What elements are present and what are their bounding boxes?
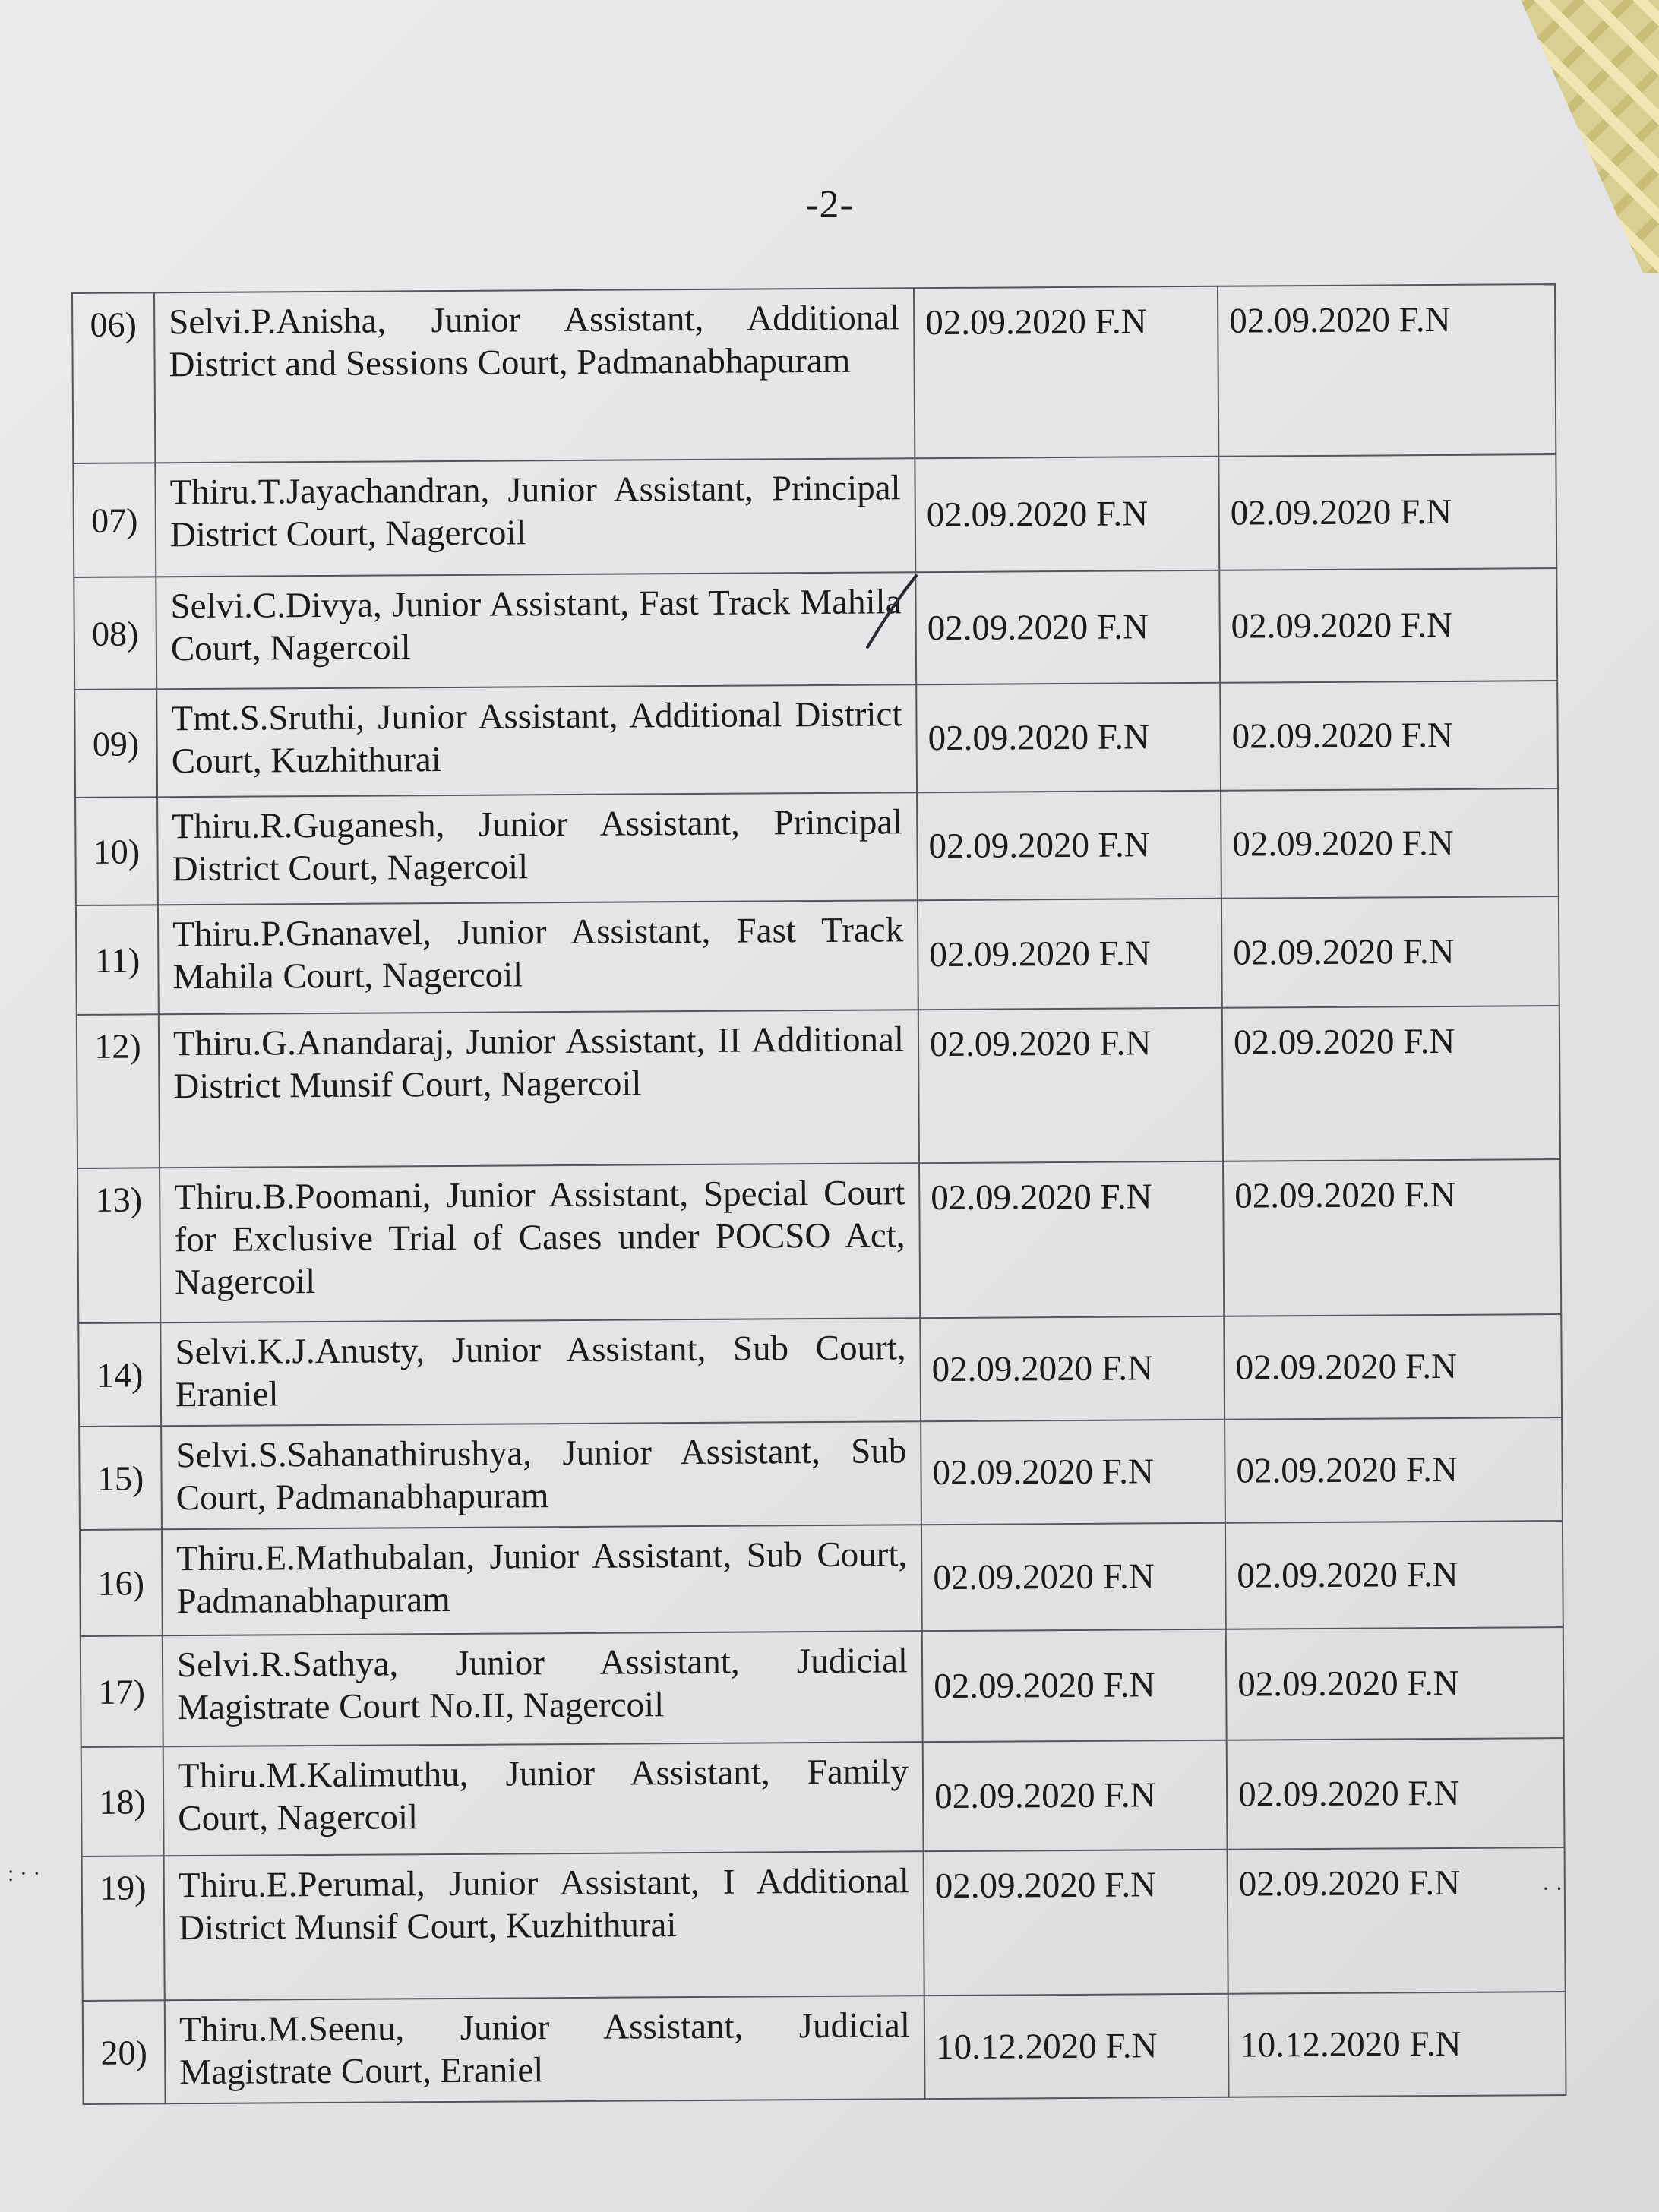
date-column-2: 02.09.2020 F.N: [1224, 1314, 1562, 1420]
date-column-1: 02.09.2020 F.N: [920, 1316, 1224, 1421]
employee-details: Thiru.E.Perumal, Junior Assistant, I Additional District Munsif Court, Kuzhithurai: [164, 1851, 924, 2000]
table-row: [82, 1847, 1566, 2001]
date-column-2: 02.09.2020 F.N: [1222, 1006, 1560, 1161]
table-row: [74, 681, 1558, 798]
date-column-1: 02.09.2020 F.N: [921, 1523, 1226, 1631]
date-column-2: 02.09.2020 F.N: [1219, 568, 1557, 683]
employee-details: Selvi.P.Anisha, Junior Assistant, Additional District and Sessions Court, Padmanabhapuram: [154, 288, 915, 463]
table-row: [81, 1627, 1564, 1747]
table-row: [73, 454, 1556, 577]
table-row: [77, 1006, 1560, 1168]
employee-details: Thiru.M.Kalimuthu, Junior Assistant, Family Court, Nagercoil: [163, 1742, 924, 1856]
employee-details: Thiru.R.Guganesh, Junior Assistant, Principal District Court, Nagercoil: [157, 792, 918, 905]
employee-details: Selvi.K.J.Anusty, Junior Assistant, Sub Court, Eraniel: [160, 1318, 921, 1426]
pen-tick-mark: [861, 571, 922, 655]
date-column-1: 02.09.2020 F.N: [914, 286, 1218, 458]
employee-details: Thiru.E.Mathubalan, Junior Assistant, Sub Court, Padmanabhapuram: [162, 1525, 922, 1635]
date-column-1: 02.09.2020 F.N: [918, 899, 1222, 1010]
date-column-2: 02.09.2020 F.N: [1224, 1417, 1563, 1523]
date-column-1: 02.09.2020 F.N: [918, 1008, 1223, 1163]
serial-number: 17): [81, 1635, 163, 1747]
serial-number: 06): [72, 292, 155, 463]
table-row: [77, 1159, 1561, 1323]
employee-details: Selvi.S.Sahanathirushya, Junior Assistant, Sub Court, Padmanabhapuram: [161, 1421, 921, 1529]
table-row: [78, 1314, 1562, 1427]
date-column-2: 02.09.2020 F.N: [1221, 896, 1559, 1008]
serial-number: 10): [75, 797, 158, 905]
table-row: [81, 1738, 1565, 1856]
date-column-2: 02.09.2020 F.N: [1221, 788, 1559, 899]
table-row: [75, 788, 1559, 905]
table-row: [83, 1992, 1566, 2104]
serial-number: 16): [80, 1529, 163, 1636]
date-column-1: 02.09.2020 F.N: [921, 1420, 1225, 1525]
employee-details: Selvi.R.Sathya, Junior Assistant, Judicial Magistrate Court No.II, Nagercoil: [163, 1631, 923, 1746]
date-column-1: 02.09.2020 F.N: [915, 457, 1219, 572]
serial-number: 13): [77, 1168, 160, 1323]
date-column-1: 10.12.2020 F.N: [924, 1994, 1229, 2099]
employee-details: Selvi.C.Divya, Junior Assistant, Fast Track Mahila Court, Nagercoil: [156, 572, 916, 689]
date-column-2: 02.09.2020 F.N: [1218, 454, 1556, 570]
date-column-1: 02.09.2020 F.N: [922, 1629, 1227, 1742]
employee-details: Thiru.G.Anandaraj, Junior Assistant, II Additional District Munsif Court, Nagercoil: [159, 1010, 919, 1168]
table-row: [80, 1521, 1563, 1636]
table-row: [79, 1417, 1563, 1530]
date-column-1: 02.09.2020 F.N: [923, 1740, 1228, 1851]
employee-details: Thiru.M.Seenu, Junior Assistant, Judicial Magistrate Court, Eraniel: [165, 1996, 925, 2103]
serial-number: 12): [77, 1014, 160, 1168]
scan-speck: · ·: [1542, 1876, 1563, 1901]
date-column-1: 02.09.2020 F.N: [917, 791, 1221, 900]
date-column-2: 02.09.2020 F.N: [1220, 681, 1558, 791]
serial-number: 15): [79, 1426, 162, 1530]
page-number: -2-: [805, 183, 854, 226]
table-row: [74, 568, 1557, 690]
date-column-2: 02.09.2020 F.N: [1226, 1627, 1564, 1740]
date-column-1: 02.09.2020 F.N: [915, 570, 1220, 684]
date-column-2: 02.09.2020 F.N: [1228, 1847, 1566, 1994]
serial-number: 08): [74, 577, 156, 690]
serial-number: 18): [81, 1746, 164, 1856]
date-column-2: 02.09.2020 F.N: [1225, 1521, 1563, 1629]
date-column-1: 02.09.2020 F.N: [916, 683, 1221, 792]
employee-details: Thiru.T.Jayachandran, Junior Assistant, Principal District Court, Nagercoil: [155, 458, 915, 577]
serial-number: 07): [73, 463, 156, 577]
serial-number: 11): [76, 905, 159, 1015]
date-column-1: 02.09.2020 F.N: [919, 1161, 1224, 1318]
table-row: [72, 284, 1556, 463]
date-column-2: 02.09.2020 F.N: [1227, 1738, 1565, 1850]
background-lattice: [1462, 0, 1659, 273]
date-column-2: 10.12.2020 F.N: [1228, 1992, 1566, 2097]
posting-table: [71, 283, 1567, 2105]
serial-number: 14): [78, 1322, 161, 1427]
employee-details: Thiru.B.Poomani, Junior Assistant, Special Court for Exclusive Trial of Cases under POCSO Act, Nagercoil: [160, 1163, 920, 1322]
date-column-2: 02.09.2020 F.N: [1223, 1159, 1561, 1316]
date-column-2: 02.09.2020 F.N: [1218, 284, 1556, 457]
serial-number: 19): [82, 1856, 165, 2001]
date-column-1: 02.09.2020 F.N: [924, 1850, 1228, 1996]
serial-number: 09): [74, 689, 157, 798]
scan-speck: : · ·: [8, 1861, 41, 1886]
employee-details: Thiru.P.Gnanavel, Junior Assistant, Fast Track Mahila Court, Nagercoil: [158, 900, 918, 1014]
serial-number: 20): [83, 2000, 166, 2104]
employee-details: Tmt.S.Sruthi, Junior Assistant, Additional District Court, Kuzhithurai: [156, 684, 917, 797]
table-row: [76, 896, 1559, 1015]
